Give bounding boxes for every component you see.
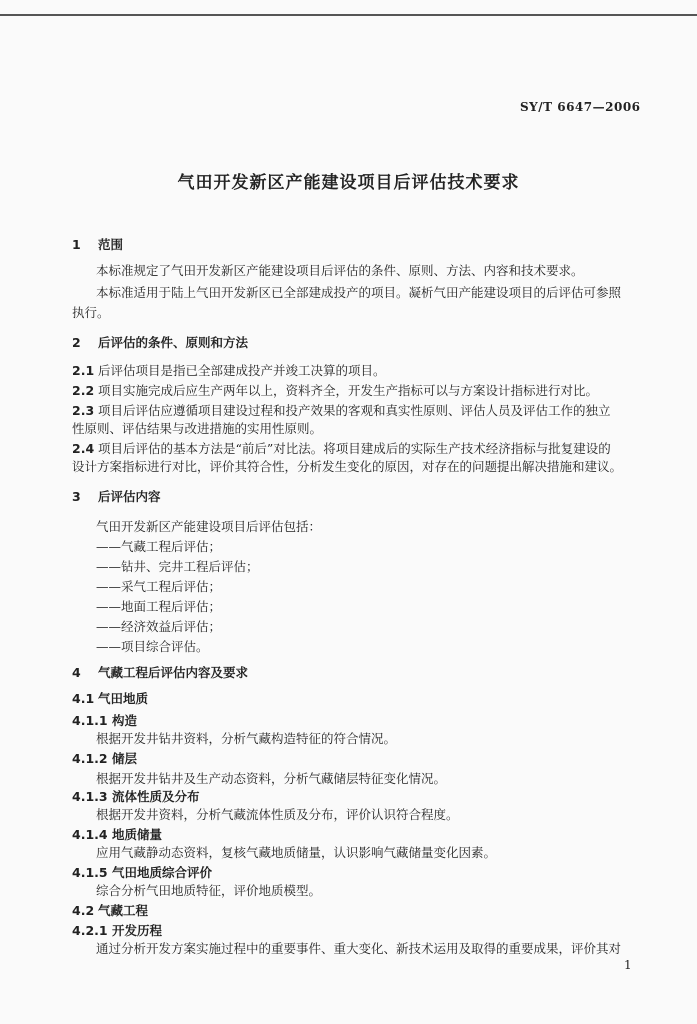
list-item: ——经济效益后评估； [96, 619, 222, 634]
clause-4-1-4-text: 应用气藏静动态资料，复核气藏地质储量，认识影响气藏储量变化因素。 [96, 845, 497, 860]
standard-number: SY/T 6647—2006 [520, 100, 641, 114]
section-1-para-2-cont: 执行。 [72, 305, 110, 320]
section-1-para-1: 本标准规定了气田开发新区产能建设项目后评估的条件、原则、方法、内容和技术要求。 [96, 263, 584, 278]
section-1-para-2: 本标准适用于陆上气田开发新区已全部建成投产的项目。凝析气田产能建设项目的后评估可参照 [96, 285, 622, 300]
clause-2-1: 2.1 后评估项目是指已全部建成投产并竣工决算的项目。 [72, 363, 386, 378]
clause-4-1-1-heading: 4.1.1 构造 [72, 713, 138, 728]
clause-2-4: 2.4 项目后评估的基本方法是“前后”对比法。将项目建成后的实际生产技术经济指标与批复建设的 [72, 441, 611, 456]
list-item: ——气藏工程后评估； [96, 539, 222, 554]
clause-2-3: 2.3 项目后评估应遵循项目建设过程和投产效果的客观和真实性原则、评估人员及评估工作的独立 [72, 403, 611, 418]
document-title: 气田开发新区产能建设项目后评估技术要求 [177, 173, 520, 193]
clause-4-1-5-text: 综合分析气田地质特征，评价地质模型。 [96, 883, 322, 898]
list-item: ——地面工程后评估； [96, 599, 222, 614]
clause-4-1-2-text: 根据开发井钻井及生产动态资料，分析气藏储层特征变化情况。 [96, 771, 447, 786]
clause-2-4-cont: 设计方案指标进行对比，评价其符合性，分析发生变化的原因，对存在的问题提出解决措施和建议。 [72, 459, 623, 474]
clause-4-2-1-heading: 4.2.1 开发历程 [72, 923, 163, 938]
section-3-heading: 3 后评估内容 [72, 489, 161, 504]
clause-4-2-heading: 4.2 气藏工程 [72, 903, 149, 918]
page-number: 1 [624, 958, 632, 972]
list-item: ——钻井、完井工程后评估； [96, 559, 259, 574]
section-1-heading: 1 范围 [72, 237, 124, 252]
list-item: ——采气工程后评估； [96, 579, 222, 594]
clause-4-1-1-text: 根据开发井钻井资料，分析气藏构造特征的符合情况。 [96, 731, 397, 746]
section-4-heading: 4 气藏工程后评估内容及要求 [72, 665, 249, 680]
top-rule [0, 14, 697, 16]
clause-4-1-5-heading: 4.1.5 气田地质综合评价 [72, 865, 213, 880]
section-2-heading: 2 后评估的条件、原则和方法 [72, 335, 249, 350]
clause-2-3-cont: 性原则、评估结果与改进措施的实用性原则。 [72, 421, 323, 436]
clause-4-1-2-heading: 4.1.2 储层 [72, 751, 138, 766]
clause-2-2: 2.2 项目实施完成后应生产两年以上，资料齐全，开发生产指标可以与方案设计指标进行对比。 [72, 383, 599, 398]
clause-4-1-4-heading: 4.1.4 地质储量 [72, 827, 163, 842]
clause-4-1-3-text: 根据开发井资料，分析气藏流体性质及分布，评价认识符合程度。 [96, 807, 459, 822]
clause-4-1-heading: 4.1 气田地质 [72, 691, 149, 706]
list-item: ——项目综合评估。 [96, 639, 209, 654]
section-3-intro: 气田开发新区产能建设项目后评估包括： [96, 519, 322, 534]
clause-4-1-3-heading: 4.1.3 流体性质及分布 [72, 789, 200, 804]
clause-4-2-1-text: 通过分析开发方案实施过程中的重要事件、重大变化、新技术运用及取得的重要成果，评价其对 [96, 941, 622, 956]
